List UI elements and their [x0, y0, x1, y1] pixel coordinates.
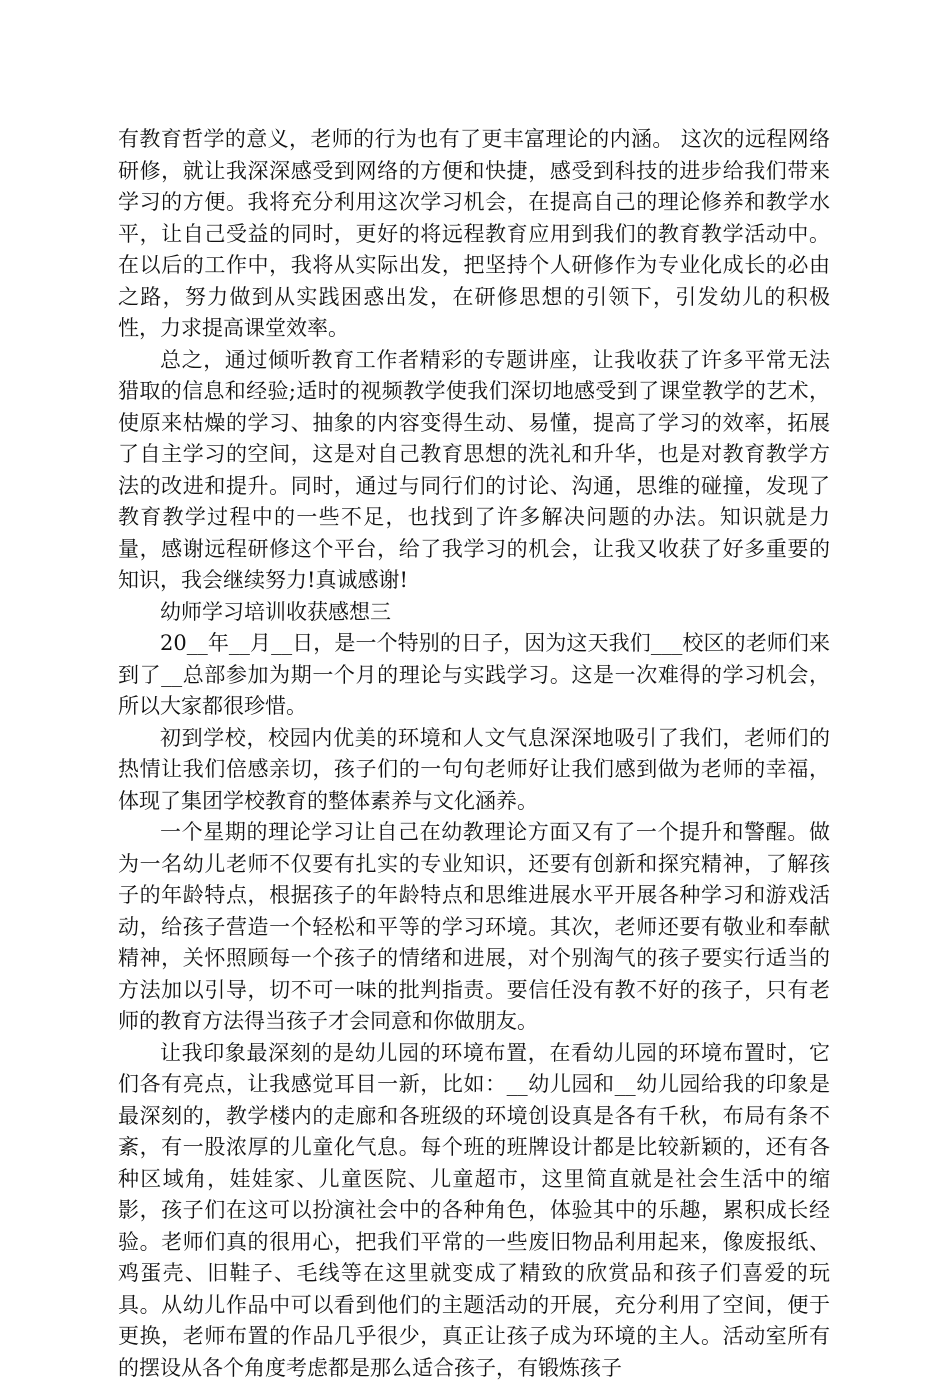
section-heading: 幼师学习培训收获感想三 — [118, 597, 830, 629]
paragraph-3: 20__年__月__日，是一个特别的日子，因为这天我们___校区的老师们来到了__总部参加为期一个月的理论与实践学习。这是一次难得的学习机会，所以大家都很珍惜。 — [118, 628, 830, 723]
paragraph-6: 让我印象最深刻的是幼儿园的环境布置，在看幼儿园的环境布置时，它们各有亮点，让我感觉耳目一新，比如：__幼儿园和__幼儿园给我的印象是最深刻的，教学楼内的走廊和各班级的环境创设真是各有千秋，布局有条不紊，有一股浓厚的儿童化气息。每个班的班牌设计都是比较新颖的，还有各种区域角，娃娃家、儿童医院、儿童超市，这里简直就是社会生活中的缩影，孩子们在这可以扮演社会中的各种角色，体验其中的乐趣，累积成长经验。老师们真的很用心，把我们平常的一些废旧物品利用起来，像废报纸、鸡蛋壳、旧鞋子、毛线等在这里就变成了精致的欣赏品和孩子们喜爱的玩具。从幼儿作品中可以看到他们的主题活动的开展，充分利用了空间，便于更换，老师布置的作品几乎很少，真正让孩子成为环境的主人。活动室所有的摆设从各个角度考虑都是那么适合孩子，有锻炼孩子 — [118, 1038, 830, 1384]
document-body — [118, 124, 830, 1384]
paragraph-5: 一个星期的理论学习让自己在幼教理论方面又有了一个提升和警醒。做为一名幼儿老师不仅要有扎实的专业知识，还要有创新和探究精神，了解孩子的年龄特点，根据孩子的年龄特点和思维进展水平开展各种学习和游戏活动，给孩子营造一个轻松和平等的学习环境。其次，老师还要有敬业和奉献精神，关怀照顾每一个孩子的情绪和进展，对个别淘气的孩子要实行适当的方法加以引导，切不可一味的批判指责。要信任没有教不好的孩子，只有老师的教育方法得当孩子才会同意和你做朋友。 — [118, 817, 830, 1038]
paragraph-4: 初到学校，校园内优美的环境和人文气息深深地吸引了我们，老师们的热情让我们倍感亲切，孩子们的一句句老师好让我们感到做为老师的幸福，体现了集团学校教育的整体素养与文化涵养。 — [118, 723, 830, 818]
paragraph-2: 总之，通过倾听教育工作者精彩的专题讲座，让我收获了许多平常无法猎取的信息和经验;适时的视频教学使我们深切地感受到了课堂教学的艺术，使原来枯燥的学习、抽象的内容变得生动、易懂，提高了学习的效率，拓展了自主学习的空间，这是对自己教育思想的洗礼和升华，也是对教育教学方法的改进和提升。同时，通过与同行们的讨论、沟通，思维的碰撞，发现了教育教学过程中的一些不足，也找到了许多解决问题的办法。知识就是力量，感谢远程研修这个平台，给了我学习的机会，让我又收获了好多重要的知识，我会继续努力!真诚感谢! — [118, 345, 830, 597]
paragraph-1: 有教育哲学的意义，老师的行为也有了更丰富理论的内涵。 这次的远程网络研修，就让我深深感受到网络的方便和快捷，感受到科技的进步给我们带来学习的方便。我将充分利用这次学习机会，在提高自己的理论修养和教学水平，让自己受益的同时，更好的将远程教育应用到我们的教育教学活动中。在以后的工作中，我将从实际出发，把坚持个人研修作为专业化成长的必由之路，努力做到从实践困惑出发，在研修思想的引领下，引发幼儿的积极性，力求提高课堂效率。 — [118, 124, 830, 345]
